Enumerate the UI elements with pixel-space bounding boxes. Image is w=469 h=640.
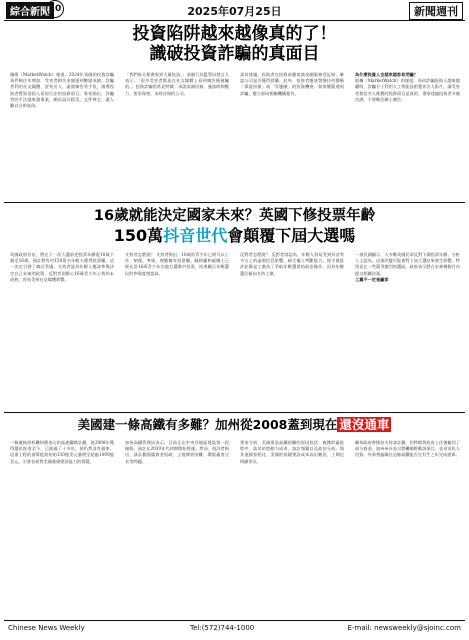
- page-number: 10: [46, 0, 64, 18]
- header-divider: [4, 20, 465, 21]
- footer: [0, 622, 469, 636]
- footer-email: E-mail: newsweekly@sjoinc.com: [347, 624, 461, 632]
- article2-title-line2: [0, 226, 469, 246]
- article2-col3: 反對者怎麼說？ 反對者則認為，年輕人容易受到抖音等平台上的虛假信息影響，缺乏獨立判斷能力。保守黨批評此舉是工黨為了爭取年輕選票的政治操作，因為年輕選民傾向支持工黨。: [240, 252, 344, 276]
- article1-col3: 該局建議，投資者在投資前應查詢金融服務登記冊，確認公司是否獲得授權。此外，投資者應該警惕任何聲稱「保證回報」或「零風險」的投資機會。如果懷疑遇到詐騙，應立即向相關機構報告。: [240, 72, 344, 96]
- article2-col4-wrap: [355, 252, 460, 283]
- article1-divider: [4, 202, 465, 203]
- article2-col1: 英國政府宣布，將在下一次大選前把投票年齡從18歲下調至16歲，預計將有約150萬名年輕人獲得投票權。這一決定引發了廣泛爭議，支持者認為年輕人應該參與決定自己未來的政策，反對者則擔心16歲青少年心智尚未成熟，容易受到社交媒體影響。: [10, 252, 114, 282]
- article3-title-pre: 美國建一條高鐵有多難？加州從2008蓋到現在: [77, 417, 338, 432]
- article1-body: [10, 72, 460, 200]
- footer-publication: Chinese News Weekly: [8, 624, 85, 632]
- footer-phone: Tel:(572)744-1000: [190, 624, 255, 632]
- article1-col4-wrap: [355, 72, 460, 103]
- article3-col3: 專家分析，美國建設高鐵困難的原因包括：複雜的審批程序、高昂的勞動力成本、訴訟頻繁以及政治分歧。與其他國家相比，美國的基礎建設成本高出數倍，工期也明顯更長。: [240, 440, 344, 464]
- footer-divider: [4, 620, 465, 621]
- article3-headline: [0, 416, 469, 434]
- article2-title-post: 會顛覆下屆大選嗎: [227, 226, 356, 245]
- article3-title-highlight: 還沒通車: [339, 417, 390, 432]
- article1-col4: 根據《MarketWatch》的報道，為何詐騙投資人越來越聰明，詐騙分子利用人工智能技術製作名人影片，讓受害者相信名人推薦的投資項目是真的。專家建議投資者多做功課，不要輕信網上廣告。: [355, 78, 460, 102]
- article2-subhead: 工黨不一定是贏家: [355, 276, 389, 282]
- article3-col1: 一條連接洛杉磯和舊金山的高速鐵路計劃，從2008年獲得選民批准至今，已經過了十多年，卻仍然沒有通車。這項工程的預算從最初的330億美元暴增至超過1000億美元，引發各界對美國基礎建設能力的質疑。: [10, 440, 114, 464]
- article3-col2: 加州高鐵管理局表示，目前正在中央谷地區建設第一段線路，預計在2030年代初期開始營運。然而，批評者指出，該計劃面臨資金短缺、土地徵收困難、環境審查冗長等問題。: [125, 440, 229, 464]
- article3-col4: 聯邦政府曾撥款支持該計劃，但特朗普政府上任後撤回了部分資金。加州州長表示將繼續推動該項目，並尋求私人投資。外界普遍關注這條高鐵能否在有生之年完成通車。: [355, 440, 460, 458]
- article2-title-highlight: 抖音世代: [163, 226, 228, 245]
- section-label-right: 新聞週刊: [409, 2, 463, 20]
- article1-col1: 據澳《MarketWatch》報道，2024年英國的投資詐騙事件較往年增加，受害者損失金額達到數億英鎊。詐騙者利用社交媒體、冒充名人、虛假廣告等手段，誘導投資者將資金投入看似合法的投資項目。專家指出，詐騙者的手法越來越專業，網站設計精美，文件齊全，讓人難以分辨真偽。: [10, 72, 114, 109]
- article2-col2: 支持者怎麼說？ 支持者指出，16歲的青少年已經可以工作、納稅、參軍，理應擁有投票權。蘇格蘭和威爾士已經允許16歲青少年在地方選舉中投票，結果顯示年輕選民的參與度相當高。: [125, 252, 229, 276]
- article3-body: [10, 440, 460, 618]
- article2-title-pre: 150萬: [113, 226, 164, 245]
- article1-col2: 「我們每天都會收到大量投訴，」金融行為監管局發言人表示，「很多受害者都是在社交媒體上看到廣告後被騙的。」投資詐騙的常見特徵：承諾高額回報、施加時間壓力、要求保密、未經註冊的公司。: [125, 72, 229, 96]
- article2-body: [10, 252, 460, 410]
- article2-divider: [4, 412, 465, 413]
- article1-title-line1: 投資陷阱越來越像真的了！: [132, 24, 337, 44]
- article2-title-line1: 16歲就能決定國家未來？英國下修投票年齡: [93, 208, 376, 224]
- article1-headline: [0, 24, 469, 64]
- issue-date: 2025年07月25日: [187, 5, 282, 18]
- section-label-left: 綜合新聞: [6, 2, 54, 19]
- article2-headline: [0, 206, 469, 246]
- masthead: [0, 0, 469, 18]
- article1-subhead: 為什麼投資人也越來越容易受騙？: [355, 72, 418, 77]
- article2-col4: 一項民調顯示，大多數英國民眾反對下調投票年齡。分析人士認為，這項改變可能會對下屆大選結果產生影響，特別是在一些競爭激烈的選區。政府表示將在未來幾個月內提交相關法案。: [355, 252, 460, 276]
- article1-title-line2: 識破投資詐騙的真面目: [149, 44, 320, 64]
